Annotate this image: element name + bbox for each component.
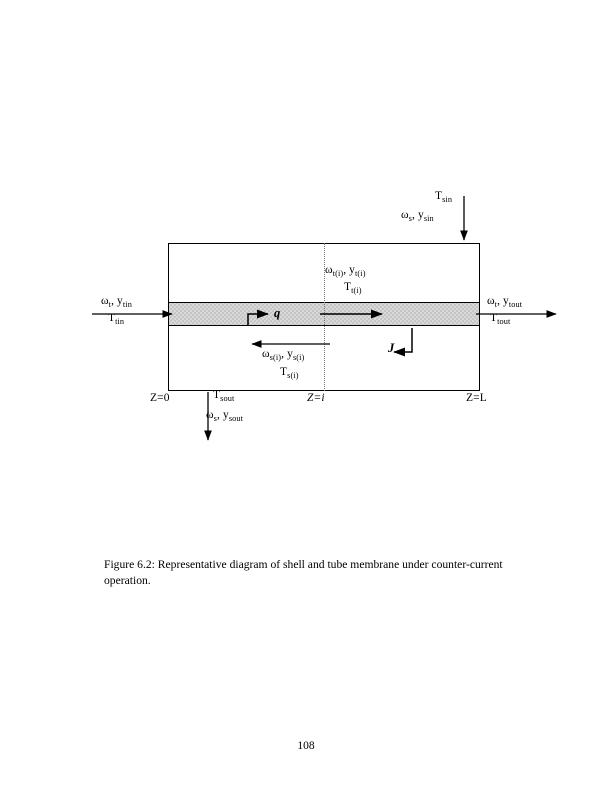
- label-heat-flux-q: q: [274, 306, 281, 320]
- label-tube-outlet-flow: $\omega_t$, $y_{tout}$: [487, 295, 523, 309]
- figure-caption: Figure 6.2: Representative diagram of shell and tube membrane under counter-current operation.: [104, 558, 503, 587]
- axis-label-mid: Z=i: [307, 392, 325, 404]
- label-tube-inlet-temp: $T_{tin}$: [108, 312, 125, 326]
- label-shell-node-flow: $\omega_{s(i)}$, $y_{s(i)}$: [262, 348, 305, 362]
- page-number: 108: [297, 740, 315, 752]
- label-shell-inlet-flow: $\omega_s$, $y_{sin}$: [401, 209, 434, 223]
- label-tube-node-flow: $\omega_{t(i)}$, $y_{t(i)}$: [325, 264, 366, 278]
- label-mass-flux-j: J: [388, 341, 395, 355]
- label-tube-node-temp: $T_{t(i)}$: [344, 281, 362, 295]
- axis-label-end: Z=L: [466, 392, 487, 404]
- label-shell-outlet-temp: $T_{sout}$: [213, 389, 235, 403]
- label-shell-inlet-temp: $T_{sin}$: [435, 190, 453, 204]
- label-tube-inlet-flow: $\omega_t$, $y_{tin}$: [101, 295, 132, 309]
- axis-label-start: Z=0: [150, 392, 170, 404]
- label-shell-node-temp: $T_{s(i)}$: [280, 366, 299, 380]
- label-tube-outlet-temp: $T_{tout}$: [490, 312, 511, 326]
- label-shell-outlet-flow: $\omega_s$, $y_{sout}$: [206, 409, 244, 423]
